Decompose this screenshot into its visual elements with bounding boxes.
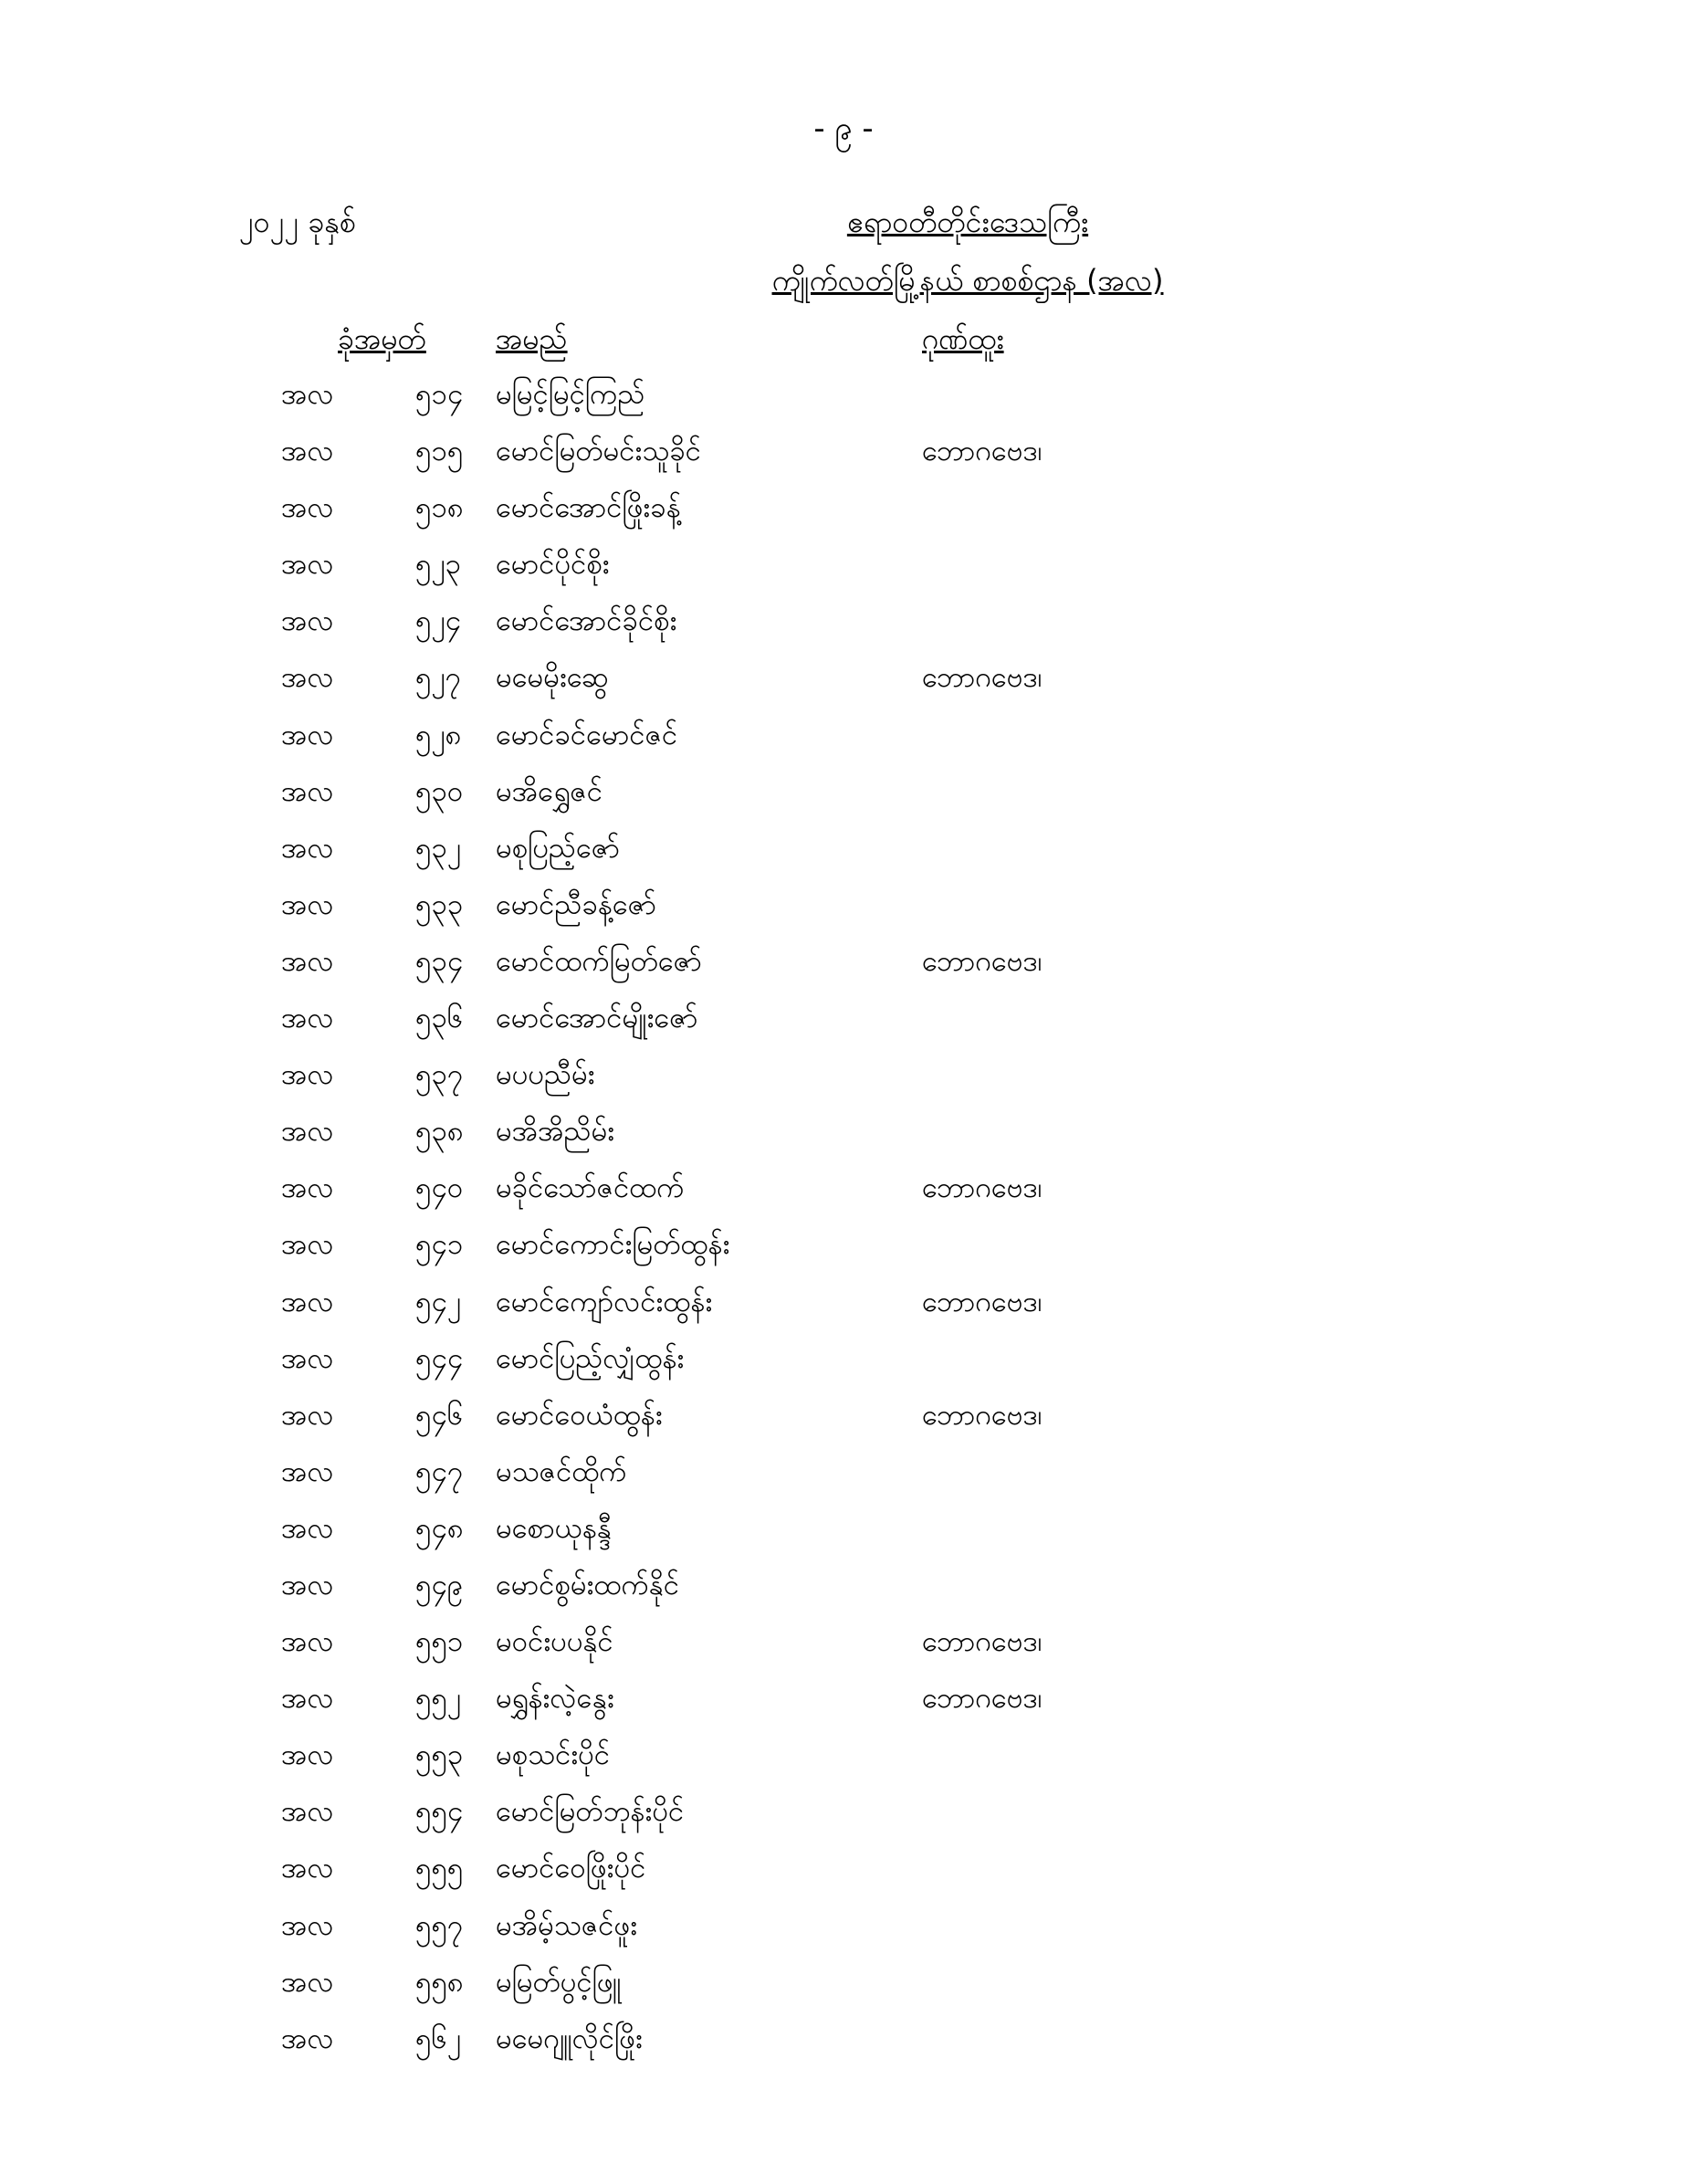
roll-prefix: အလ (281, 1454, 334, 1488)
roll-prefix: အလ (281, 1115, 334, 1149)
roll-number: ၅၅၁ (415, 1625, 464, 1659)
column-header-name: အမည် (496, 321, 568, 356)
roll-number: ၅၃၀ (415, 774, 464, 808)
roll-number: ၅၃၃ (415, 887, 464, 921)
roll-prefix: အလ (281, 548, 334, 582)
list-item (0, 2017, 1687, 2074)
student-name: မပပညီမ်း (496, 1058, 595, 1092)
list-item (0, 883, 1687, 940)
list-item (0, 1904, 1687, 1960)
student-name: မမြတ်ပွင့်ဖြူ (496, 1965, 622, 1999)
list-item (0, 1960, 1687, 2017)
roll-prefix: အလ (281, 1965, 334, 1999)
student-name: မောင်ကျော်လင်းထွန်း (496, 1285, 713, 1318)
student-name: မောင်အောင်ခိုင်စိုး (496, 604, 677, 638)
student-name: မဝင်းပပနိုင် (496, 1625, 613, 1659)
list-item (0, 486, 1687, 542)
list-item (0, 1790, 1687, 1846)
roll-prefix: အလ (281, 1398, 334, 1432)
center-heading: ကျိုက်လတ်မြို့နယ် စာစစ်ဌာန (အလ) (771, 263, 1164, 298)
roll-prefix: အလ (281, 1795, 334, 1829)
roll-number: ၅၄၀ (415, 1171, 464, 1205)
student-name: မောင်အောင်မျိုးဇော် (496, 1002, 698, 1035)
distinction: ဘောဂဗေဒ၊ (922, 661, 1043, 695)
distinction: ဘောဂဗေဒ၊ (922, 1285, 1043, 1318)
list-item (0, 1846, 1687, 1903)
distinction: ဘောဂဗေဒ၊ (922, 944, 1043, 978)
list-item (0, 770, 1687, 826)
roll-number: ၅၁၅ (415, 435, 464, 468)
list-item (0, 826, 1687, 883)
list-item (0, 1337, 1687, 1393)
student-name: မောင်စွမ်းထက်နိုင် (496, 1568, 680, 1601)
roll-number: ၅၅၇ (415, 1908, 464, 1942)
list-item (0, 1507, 1687, 1563)
list-item (0, 1053, 1687, 1109)
list-item (0, 1733, 1687, 1790)
roll-number: ၅၄၂ (415, 1285, 462, 1318)
student-name: မောင်ညီခန့်ဇော် (496, 887, 656, 921)
student-name: မောင်ထက်မြတ်ဇော် (496, 944, 702, 978)
roll-number: ၅၃၇ (415, 1058, 464, 1092)
roll-prefix: အလ (281, 1171, 334, 1205)
list-item (0, 1620, 1687, 1676)
roll-prefix: အလ (281, 718, 334, 751)
roll-prefix: အလ (281, 944, 334, 978)
student-name: မောင်ပိုင်စိုး (496, 548, 610, 582)
roll-prefix: အလ (281, 491, 334, 525)
roll-prefix: အလ (281, 1568, 334, 1601)
student-name: မောင်ဝေဖြိုးပိုင် (496, 1852, 646, 1885)
roll-number: ၅၄၉ (415, 1568, 464, 1601)
list-item (0, 373, 1687, 429)
roll-number: ၅၅၄ (415, 1795, 464, 1829)
roll-prefix: အလ (281, 1852, 334, 1885)
list-item (0, 713, 1687, 770)
list-item (0, 1450, 1687, 1507)
student-name: မအိမ့်သဇင်ဖူး (496, 1908, 638, 1942)
roll-prefix: အလ (281, 1738, 334, 1772)
list-item (0, 1393, 1687, 1450)
list-item (0, 1280, 1687, 1337)
roll-prefix: အလ (281, 1341, 334, 1375)
roll-number: ၅၄၆ (415, 1398, 464, 1432)
roll-number: ၅၂၃ (415, 548, 462, 582)
roll-number: ၅၃၂ (415, 831, 462, 865)
column-header-distinction: ဂုဏ်ထူး (922, 321, 1004, 356)
roll-number: ၅၅၈ (415, 1965, 464, 1999)
distinction: ဘောဂဗေဒ၊ (922, 1625, 1043, 1659)
roll-prefix: အလ (281, 831, 334, 865)
student-name: မစုသင်းပိုင် (496, 1738, 611, 1772)
roll-prefix: အလ (281, 1625, 334, 1659)
student-name: မောင်မြတ်ဘုန်းပိုင် (496, 1795, 685, 1829)
list-item (0, 656, 1687, 712)
roll-prefix: အလ (281, 435, 334, 468)
student-name: မသဇင်ထိုက် (496, 1454, 627, 1488)
exam-year: ၂၀၂၂ ခုနှစ် (239, 205, 356, 239)
student-name: မခိုင်သော်ဇင်ထက် (496, 1171, 685, 1205)
roll-prefix: အလ (281, 774, 334, 808)
student-name: မောင်ခင်မောင်ဇင် (496, 718, 678, 751)
list-item (0, 1563, 1687, 1620)
roll-number: ၅၅၂ (415, 1682, 462, 1716)
roll-number: ၅၆၂ (415, 2021, 462, 2055)
student-name: မောင်ကောင်းမြတ်ထွန်း (496, 1228, 730, 1262)
roll-number: ၅၂၇ (415, 661, 462, 695)
roll-number: ၅၅၅ (415, 1852, 464, 1885)
student-name: မမြင့်မြင့်ကြည် (496, 378, 645, 411)
list-item (0, 940, 1687, 996)
roll-prefix: အလ (281, 1511, 334, 1545)
list-item (0, 1166, 1687, 1223)
student-name: မစုပြည့်ဇော် (496, 831, 621, 865)
student-name: မောင်အောင်ဖြိုးခန့် (496, 491, 681, 525)
roll-prefix: အလ (281, 1058, 334, 1092)
page-number: - ၉ - (813, 110, 874, 147)
list-item (0, 1109, 1687, 1166)
roll-number: ၅၃၄ (415, 944, 464, 978)
roll-number: ၅၄၈ (415, 1511, 464, 1545)
roll-number: ၅၁၈ (415, 491, 464, 525)
student-name: မောင်မြတ်မင်းသူခိုင် (496, 435, 701, 468)
list-item (0, 542, 1687, 599)
student-name: မစောယုနန္ဒီ (496, 1511, 612, 1545)
student-name: မမေဂျူလိုင်ဖြိုး (496, 2021, 643, 2055)
distinction: ဘောဂဗေဒ၊ (922, 1682, 1043, 1716)
distinction: ဘောဂဗေဒ၊ (922, 1171, 1043, 1205)
roll-number: ၅၄၄ (415, 1341, 464, 1375)
roll-prefix: အလ (281, 661, 334, 695)
region-heading: ဧရာဝတီတိုင်းဒေသကြီး (846, 205, 1089, 239)
list-item (0, 599, 1687, 656)
student-name: မမေမိုးဆွေ (496, 661, 609, 695)
roll-prefix: အလ (281, 1682, 334, 1716)
student-name: မရွှန်းလဲ့နွေး (496, 1682, 614, 1716)
roll-number: ၅၂၈ (415, 718, 462, 751)
student-name: မအိရွှေဇင် (496, 774, 603, 808)
student-name: မောင်ဝေယံထွန်း (496, 1398, 663, 1432)
roll-number: ၅၄၇ (415, 1454, 464, 1488)
roll-prefix: အလ (281, 378, 334, 411)
roll-prefix: အလ (281, 2021, 334, 2055)
roll-prefix: အလ (281, 887, 334, 921)
roll-number: ၅၄၁ (415, 1228, 464, 1262)
distinction: ဘောဂဗေဒ၊ (922, 435, 1043, 468)
roll-number: ၅၂၄ (415, 604, 462, 638)
roll-prefix: အလ (281, 604, 334, 638)
roll-prefix: အလ (281, 1285, 334, 1318)
roll-number: ၅၃၆ (415, 1002, 464, 1035)
roll-number: ၅၁၄ (415, 378, 464, 411)
list-item (0, 996, 1687, 1053)
student-name: မအိအိညိမ်း (496, 1115, 615, 1149)
list-item (0, 1223, 1687, 1279)
student-name: မောင်ပြည့်လျှံထွန်း (496, 1341, 685, 1375)
list-item (0, 1676, 1687, 1733)
column-header-roll: ခုံအမှတ် (338, 321, 426, 356)
roll-prefix: အလ (281, 1228, 334, 1262)
roll-prefix: အလ (281, 1002, 334, 1035)
roll-prefix: အလ (281, 1908, 334, 1942)
list-item (0, 429, 1687, 486)
roll-number: ၅၃၈ (415, 1115, 464, 1149)
distinction: ဘောဂဗေဒ၊ (922, 1398, 1043, 1432)
results-list (0, 373, 1687, 2074)
roll-number: ၅၅၃ (415, 1738, 464, 1772)
